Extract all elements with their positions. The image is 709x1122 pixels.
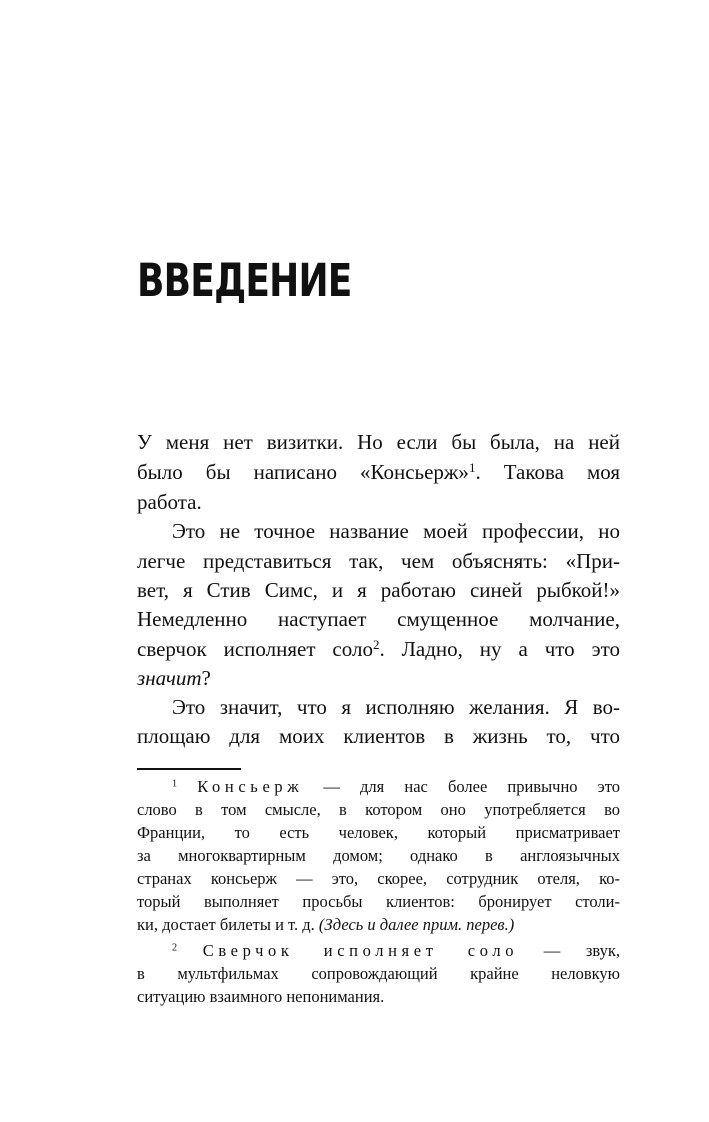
footnote-line: $^1$ Консьерж — для нас более привычно это (172, 777, 620, 796)
text-line: было бы написано «Консьерж»$^1$. Такова моя (137, 459, 620, 484)
footnote-line: в мультфильмах сопровождающий крайне неловкую (137, 964, 620, 983)
footnote-divider (137, 768, 241, 770)
footnote-term: Консьерж (197, 777, 304, 796)
footnote-number: 1 (172, 778, 178, 790)
text-line: работа. (137, 490, 202, 514)
footnote-ref: 2 (372, 636, 380, 652)
footnote-number: 2 (172, 942, 178, 954)
footnote-line: ки, достает билеты и т. д. (Здесь и далее прим. перев.) (137, 915, 515, 934)
footnote-line: $^2$ Сверчок исполняет соло — звук, (172, 941, 620, 960)
chapter-heading: ВВЕДЕНИЕ (137, 254, 352, 307)
footnote-line: странах консьерж — это, скорее, сотрудник отеля, ко- (137, 869, 620, 888)
footnote-ref: 1 (468, 459, 476, 475)
text-line: сверчок исполняет соло$^2$. Ладно, ну а что это (137, 636, 620, 661)
footnote-line: слово в том смысле, в котором оно употребляется во (137, 800, 620, 819)
footnote-line: ситуацию взаимного непонимания. (137, 987, 385, 1006)
text-line: значит? (137, 666, 211, 690)
text-line: Это не точное название моей профессии, но (172, 519, 620, 543)
footnote-line: за многоквартирным домом; однако в англоязычных (137, 846, 620, 865)
text-line: Немедленно наступает смущенное молчание, (137, 607, 620, 631)
text-line: легче представиться так, чем объяснять: «При- (137, 549, 620, 573)
footnote-line: Франции, то есть человек, который присматривает (137, 823, 620, 842)
text-line: площаю для моих клиентов в жизнь то, что (137, 724, 620, 748)
emphasis: (Здесь и далее прим. перев.) (318, 915, 515, 934)
text-line: Это значит, что я исполняю желания. Я во- (172, 695, 620, 719)
footnote-term: Сверчок исполняет соло (202, 941, 519, 960)
emphasis: значит (137, 666, 202, 690)
footnote-line: торый выполняет просьбы клиентов: бронирует столи- (137, 892, 620, 911)
text-line: У меня нет визитки. Но если бы была, на ней (137, 430, 620, 454)
text-line: вет, я Стив Симс, и я работаю синей рыбкой!» (137, 578, 620, 602)
